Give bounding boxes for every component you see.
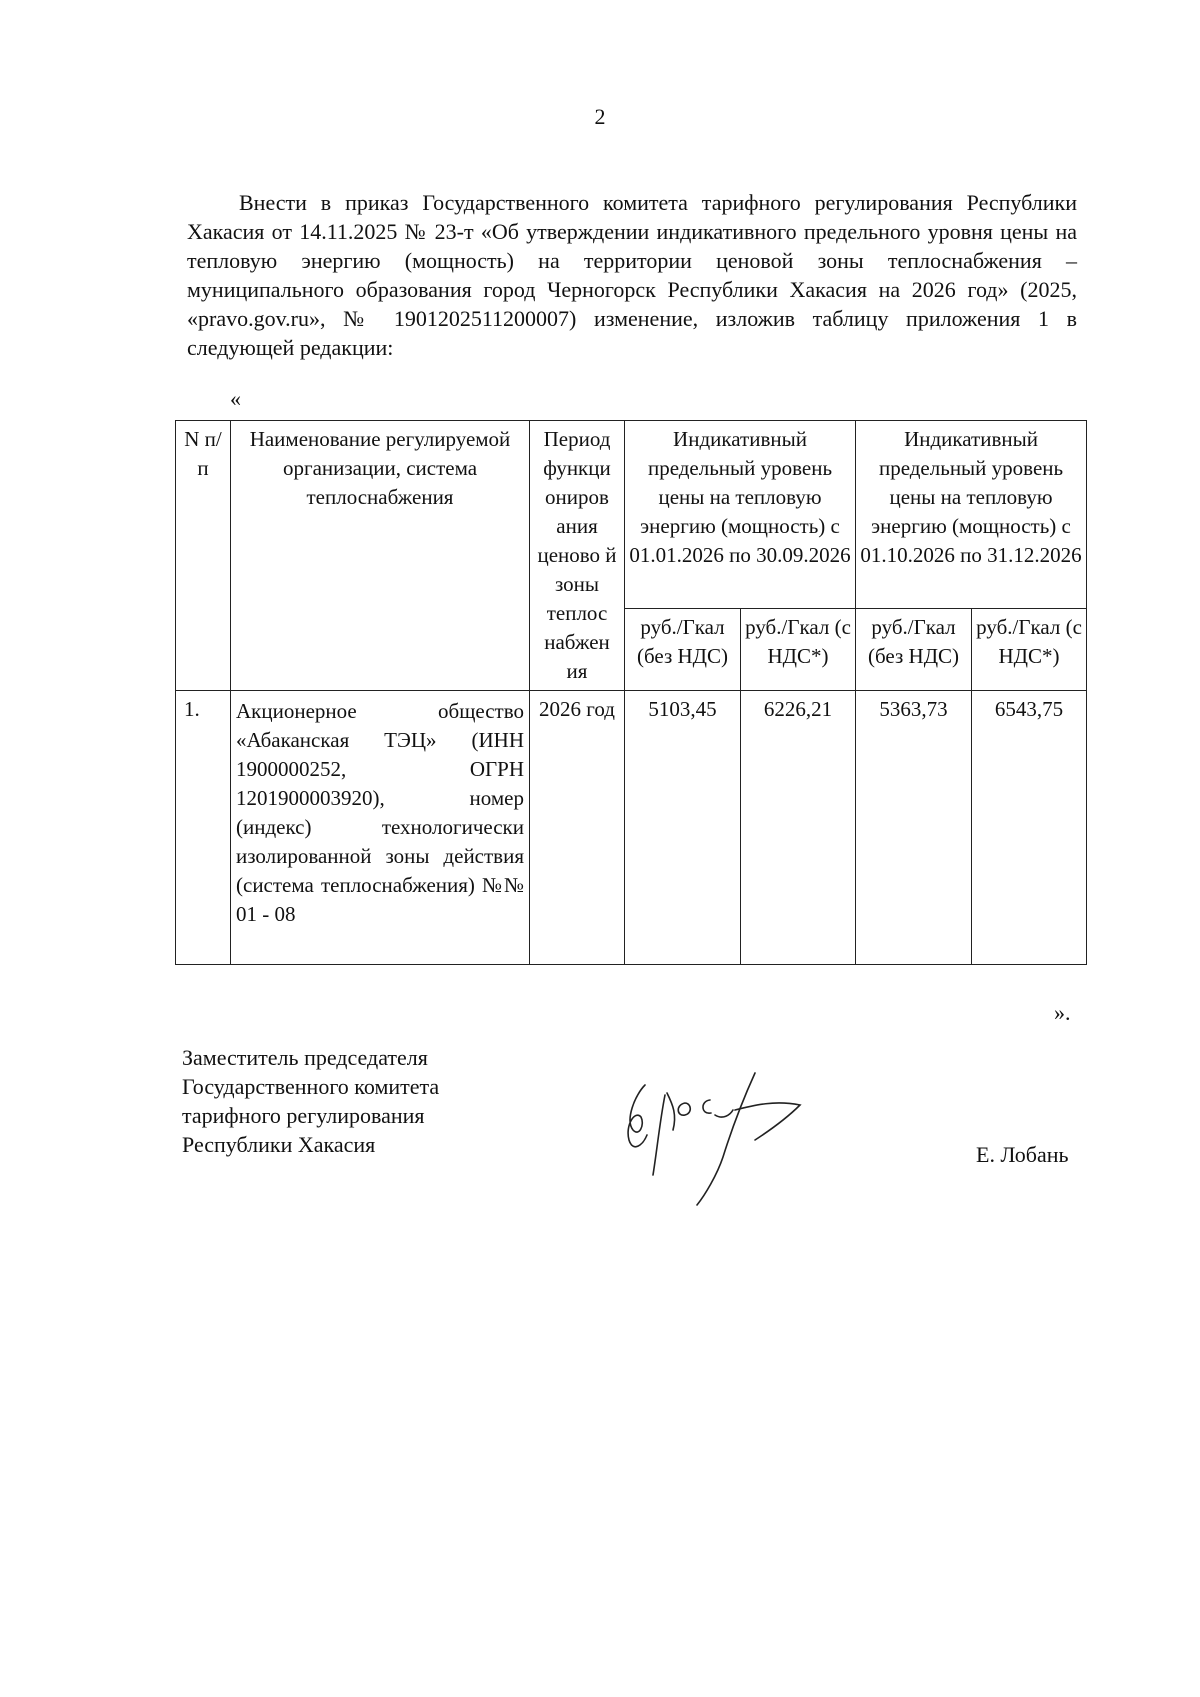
tariff-table: [175, 420, 1087, 965]
signer-position: [182, 1043, 439, 1159]
signer-position-line: тарифного регулирования: [182, 1103, 425, 1128]
table-row: [176, 691, 1087, 965]
header-group1: Индикативный предельный уровень цены на тепловую энергию (мощность) с 01.01.2026 по 30.09.2026: [625, 421, 856, 609]
intro-paragraph: Внести в приказ Государственного комитета тарифного регулирования Республики Хакасия от 14.11.2025 № 23-т «Об утверждении индикативного предельного уровня цены на тепловую энергию (мощность) на территории ценовой зоны теплоснабжения – муниципального образования город Черногорск Республики Хакасия на 2026 год» (2025, «pravo.gov.ru», № 1901202511200007) изменение, изложив таблицу приложения 1 в следующей редакции:: [187, 190, 1077, 360]
signer-position-line: Государственного комитета: [182, 1074, 440, 1099]
signer-position-line: Республики Хакасия: [182, 1132, 376, 1157]
header-g2-without-vat: руб./Гкал (без НДС): [856, 609, 972, 691]
open-quote: «: [230, 386, 241, 411]
header-num: N п/п: [176, 421, 231, 691]
header-group2: Индикативный предельный уровень цены на тепловую энергию (мощность) с 01.10.2026 по 31.12.2026: [856, 421, 1087, 609]
signer-name: Е. Лобань: [976, 1142, 1069, 1167]
row-org: Акционерное общество «Абаканская ТЭЦ» (ИНН 1900000252, ОГРН 1201900003920), номер (индекс) технологически изолированной зоны действия (система теплоснабжения) №№ 01 - 08: [231, 691, 530, 965]
handwritten-signature: [615, 1065, 825, 1210]
header-g2-with-vat: руб./Гкал (с НДС*): [972, 609, 1087, 691]
row-g2-with-vat: 6543,75: [972, 691, 1087, 965]
header-g1-with-vat: руб./Гкал (с НДС*): [741, 609, 856, 691]
row-period: 2026 год: [530, 691, 625, 965]
header-org: Наименование регулируемой организации, система теплоснабжения: [231, 421, 530, 691]
page-number: 2: [594, 104, 606, 129]
close-quote: ».: [1054, 1000, 1071, 1025]
row-g1-with-vat: 6226,21: [741, 691, 856, 965]
header-period: Период функци ониров ания ценово й зоны теплос набжен ия: [530, 421, 625, 691]
signer-position-line: Заместитель председателя: [182, 1045, 428, 1070]
row-g1-without-vat: 5103,45: [625, 691, 741, 965]
row-num: 1.: [176, 691, 231, 965]
table-header-row: [176, 421, 1087, 609]
row-g2-without-vat: 5363,73: [856, 691, 972, 965]
header-g1-without-vat: руб./Гкал (без НДС): [625, 609, 741, 691]
